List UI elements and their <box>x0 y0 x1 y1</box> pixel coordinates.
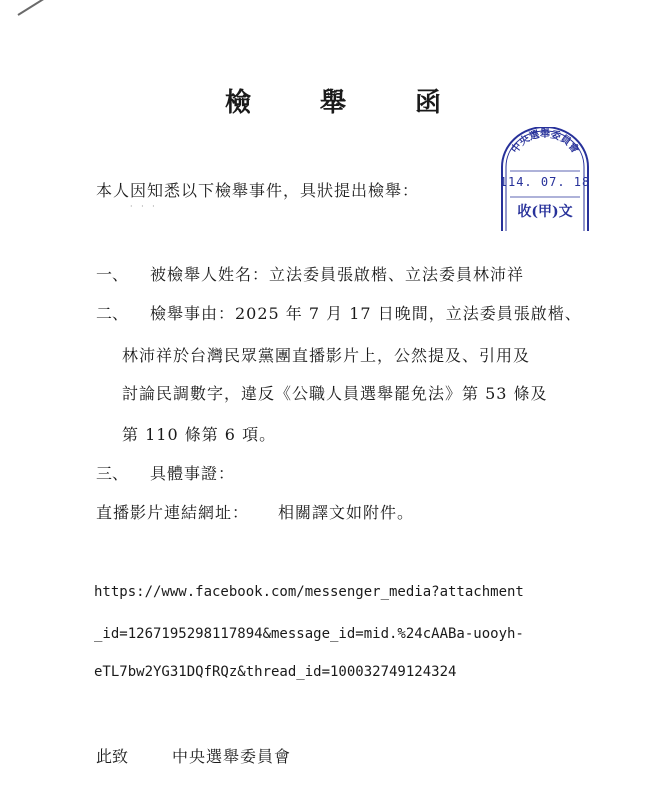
stamp-date: 114. 07. 18 <box>499 175 591 189</box>
item-2-line-1: 檢舉事由：2025 年 7 月 17 日晚間，立法委員張啟楷、 <box>150 304 582 323</box>
item-2-line-2: 林沛祥於台灣民眾黨團直播影片上，公然提及、引用及 <box>122 346 531 365</box>
item-2-line-4: 第 110 條第 6 項。 <box>122 425 277 444</box>
item-number-2: 二、 <box>96 304 129 323</box>
recipient-text: 中央選舉委員會 <box>172 747 292 766</box>
item-1-line-1: 被檢舉人姓名：立法委員張啟楷、立法委員林沛祥 <box>150 265 525 284</box>
closing-text: 此致 <box>96 747 129 766</box>
url-line-1[interactable]: https://www.facebook.com/messenger_media?attachment <box>94 584 524 600</box>
item-number-1: 一、 <box>96 265 129 284</box>
url-line-3[interactable]: eTL7bw2YG31DQfRQz&thread_id=100032749124324 <box>94 664 457 680</box>
url-line-2[interactable]: _id=1267195298117894&message_id=mid.%24cAABa-uooyh- <box>94 626 524 642</box>
document-title: 檢 舉 函 <box>224 88 472 118</box>
evidence-note: 相關譯文如附件。 <box>278 503 415 522</box>
scan-mark <box>17 0 44 16</box>
stamp-footer: 收(甲)文 <box>517 204 573 220</box>
scan-dots: · · · <box>130 202 158 211</box>
stamp-arc-text: 中央選舉委員會 <box>509 129 581 156</box>
evidence-label: 直播影片連結網址： <box>96 503 250 522</box>
receipt-stamp <box>496 127 594 231</box>
intro-text: 本人因知悉以下檢舉事件，具狀提出檢舉： <box>96 181 420 200</box>
item-number-3: 三、 <box>96 464 129 483</box>
item-2-line-3: 討論民調數字，違反《公職人員選舉罷免法》第 53 條及 <box>122 384 548 403</box>
item-3-line-1: 具體事證： <box>150 464 236 483</box>
